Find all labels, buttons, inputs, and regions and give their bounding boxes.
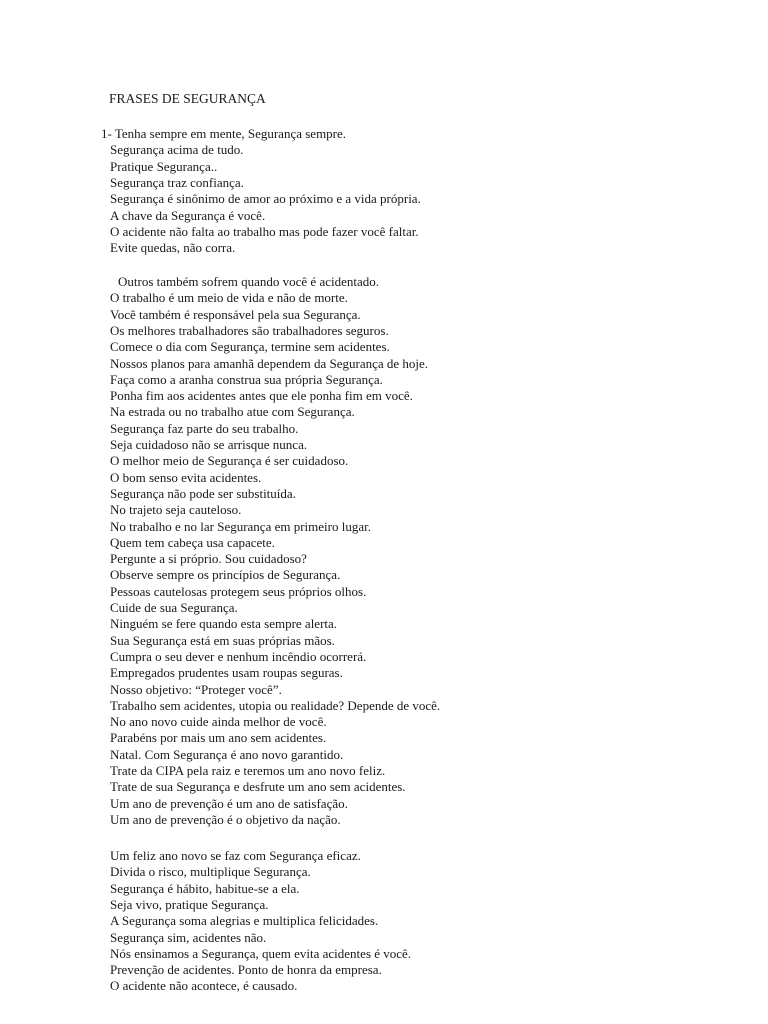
phrase-line: O acidente não falta ao trabalho mas pode fazer você faltar.: [110, 223, 419, 239]
phrase-line: No ano novo cuide ainda melhor de você.: [110, 714, 327, 730]
phrase-line: Ponha fim aos acidentes antes que ele ponha fim em você.: [110, 388, 413, 404]
phrase-line: No trajeto seja cauteloso.: [110, 502, 242, 518]
phrase-line: Outros também sofrem quando você é acidentado.: [118, 274, 379, 289]
phrase-line: Trabalho sem acidentes, utopia ou realidade? Depende de você.: [110, 697, 441, 713]
phrase-line: Segurança traz confiança.: [110, 174, 244, 190]
phrase-line: Ninguém se fere quando esta sempre alerta.: [110, 616, 338, 632]
phrase-line: Quem tem cabeça usa capacete.: [110, 534, 275, 550]
phrase-line: Nossos planos para amanhã dependem da Segurança de hoje.: [110, 355, 429, 371]
phrase-line: Seja vivo, pratique Segurança.: [110, 896, 269, 912]
phrase-line: Sua Segurança está em suas próprias mãos.: [110, 632, 335, 648]
phrase-line: O bom senso evita acidentes.: [110, 469, 262, 485]
phrase-line: Natal. Com Segurança é ano novo garantido.: [110, 746, 344, 762]
document-title: FRASES DE SEGURANÇA: [109, 91, 266, 106]
phrase-line: Pessoas cautelosas protegem seus próprios olhos.: [110, 583, 367, 599]
phrase-line: Nosso objetivo: “Proteger você”.: [110, 681, 282, 697]
phrase-line: Pergunte a si próprio. Sou cuidadoso?: [110, 551, 307, 567]
phrase-line: Um feliz ano novo se faz com Segurança eficaz.: [110, 848, 361, 863]
phrase-line: Na estrada ou no trabalho atue com Segurança.: [110, 404, 355, 420]
phrase-line: Prevenção de acidentes. Ponto de honra da empresa.: [110, 962, 382, 978]
phrase-line: Um ano de prevenção é o objetivo da nação.: [110, 811, 341, 827]
phrase-line: O acidente não acontece, é causado.: [110, 978, 298, 994]
phrase-line: Trate de sua Segurança e desfrute um ano sem acidentes.: [110, 779, 406, 795]
phrase-line: Segurança é sinônimo de amor ao próximo e a vida própria.: [110, 191, 421, 207]
phrase-line: Segurança sim, acidentes não.: [110, 929, 267, 945]
phrase-line: Nós ensinamos a Segurança, quem evita acidentes é você.: [110, 945, 412, 961]
phrase-line: Cuide de sua Segurança.: [110, 600, 238, 615]
phrase-line: Segurança acima de tudo.: [110, 142, 244, 158]
phrase-line: Empregados prudentes usam roupas seguras.: [110, 665, 343, 681]
phrase-line: Comece o dia com Segurança, termine sem acidentes.: [110, 339, 390, 355]
phrase-line: Segurança não pode ser substituída.: [110, 485, 296, 501]
phrase-line: Evite quedas, não corra.: [110, 240, 236, 256]
phrase-line: Cumpra o seu dever e nenhum incêndio ocorrerá.: [110, 648, 367, 664]
phrase-line: No trabalho e no lar Segurança em primeiro lugar.: [110, 518, 371, 534]
phrase-line: O melhor meio de Segurança é ser cuidadoso.: [110, 453, 349, 469]
phrase-line: A Segurança soma alegrias e multiplica felicidades.: [110, 913, 379, 929]
phrase-line: Observe sempre os princípios de Segurança.: [110, 567, 341, 583]
phrase-line: Um ano de prevenção é um ano de satisfação.: [110, 795, 348, 811]
phrase-line: O trabalho é um meio de vida e não de morte.: [110, 290, 348, 306]
phrase-line: Segurança é hábito, habitue-se a ela.: [110, 880, 300, 896]
phrase-line: Faça como a aranha construa sua própria Segurança.: [110, 371, 383, 387]
phrase-line: A chave da Segurança é você.: [110, 207, 266, 223]
phrase-line: 1- Tenha sempre em mente, Segurança sempre.: [101, 126, 347, 141]
phrase-line: Divida o risco, multiplique Segurança.: [110, 864, 311, 880]
phrase-line: Segurança faz parte do seu trabalho.: [110, 420, 299, 436]
phrase-line: Trate da CIPA pela raiz e teremos um ano novo feliz.: [110, 763, 386, 778]
phrase-line: Parabéns por mais um ano sem acidentes.: [110, 730, 327, 746]
phrase-line: Seja cuidadoso não se arrisque nunca.: [110, 437, 308, 452]
phrase-line: Pratique Segurança..: [110, 158, 218, 174]
phrase-line: Você também é responsável pela sua Segurança.: [110, 306, 361, 322]
phrase-line: Os melhores trabalhadores são trabalhadores seguros.: [110, 322, 389, 338]
